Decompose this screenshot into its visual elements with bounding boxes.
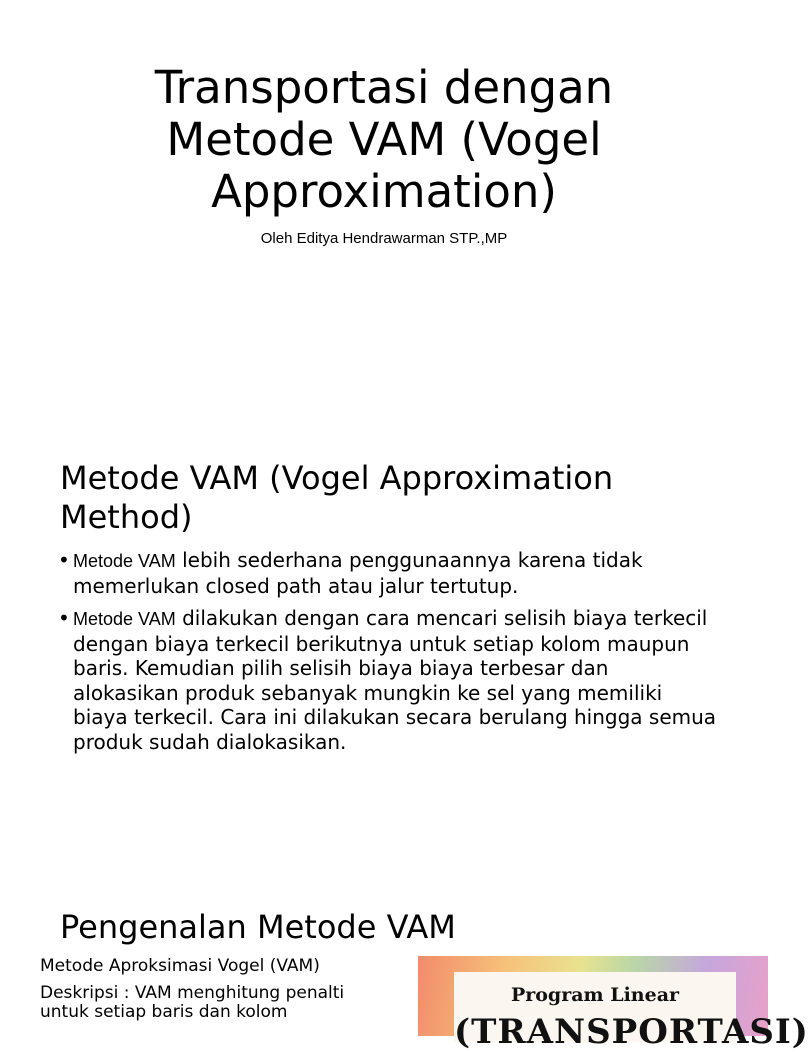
- slide-heading: Pengenalan Metode VAM: [60, 908, 456, 946]
- bullet-list: [58, 548, 718, 762]
- intro-line: Metode Aproksimasi Vogel (VAM): [40, 956, 320, 976]
- vam-explanation-slide: [0, 430, 768, 900]
- bullet-item: [58, 548, 718, 598]
- slide-heading: Metode VAM (Vogel Approximation Method): [60, 459, 614, 536]
- author-subtitle: Oleh Editya Hendrawarman STP.,MP: [260, 230, 508, 247]
- bullet-text: lebih sederhana penggunaannya karena tidak memerlukan closed path atau jalur tertutup.: [73, 548, 643, 598]
- intro-description: Deskripsi : VAM menghitung penalti untuk setiap baris dan kolom: [40, 983, 345, 1022]
- bullet-lead: Metode VAM: [73, 609, 176, 629]
- bullet-item: [58, 606, 718, 754]
- bullet-dot: •: [58, 548, 70, 572]
- bullet-text: dilakukan dengan cara mencari selisih biaya terkecil dengan biaya terkecil berikutnya untuk setiap kolom maupun baris. Kemudian pilih selisih biaya biaya terbesar dan alokasikan produk sebanyak mungkin ke sel yang memiliki biaya terkecil. Cara ini dilakukan secara berulang hingga semua produk sudah dialokasikan.: [73, 606, 717, 754]
- thumbnail-title: Program Linear: [510, 984, 680, 1006]
- presentation-title: Transportasi dengan Metode VAM (Vogel Approximation): [154, 61, 614, 218]
- thumbnail-subtitle: (TRANSPORTASI): [454, 1012, 809, 1052]
- program-linear-thumbnail: [418, 956, 809, 1052]
- thumbnail-card: [454, 972, 809, 1052]
- title-slide: [0, 0, 768, 430]
- intro-slide: [0, 900, 809, 1052]
- bullet-dot: •: [58, 606, 70, 630]
- bullet-lead: Metode VAM: [73, 551, 176, 571]
